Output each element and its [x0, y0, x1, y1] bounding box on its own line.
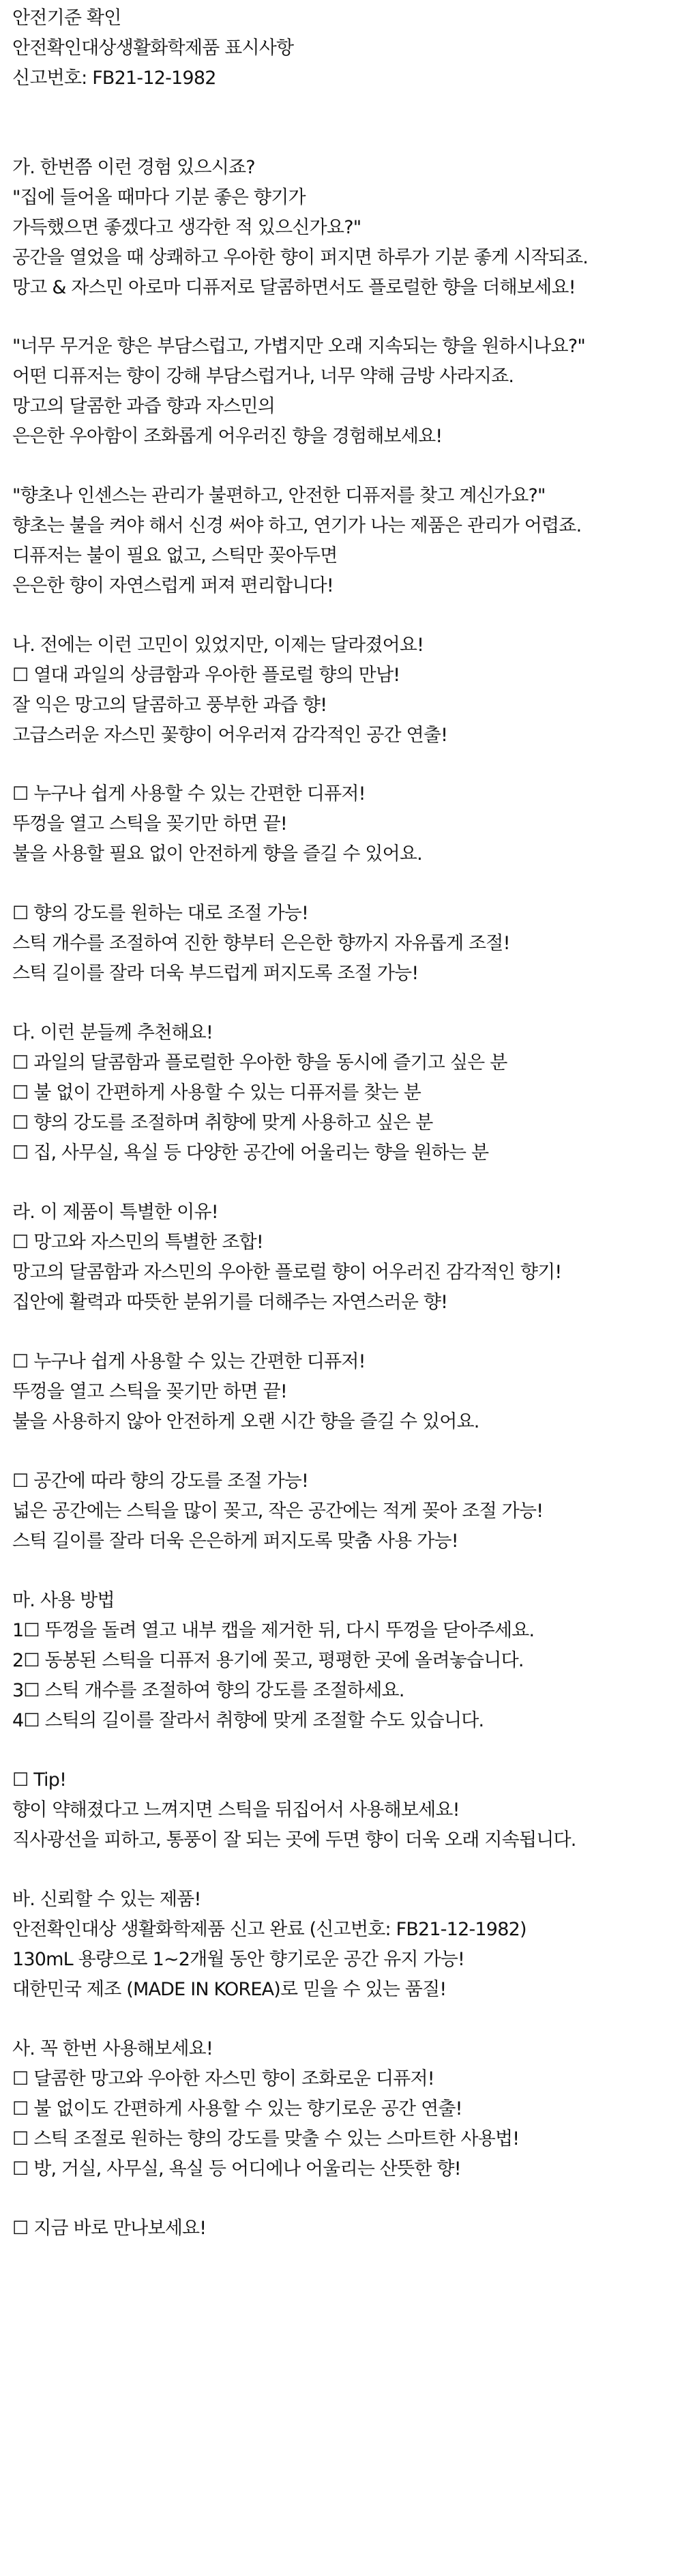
- recommend-item: ☐ 향의 강도를 조절하며 취향에 맞게 사용하고 싶은 분: [12, 1112, 433, 1133]
- section-ga-text: "집에 들어올 때마다 기분 좋은 향기가: [12, 187, 306, 208]
- usage-step: 1☐ 뚜껑을 돌려 열고 내부 캡을 제거한 뒤, 다시 뚜껑을 닫아주세요.: [12, 1620, 535, 1641]
- usage-step: 3☐ 스틱 개수를 조절하여 향의 강도를 조절하세요.: [12, 1680, 404, 1701]
- section-ra-text: ☐ 누구나 쉽게 사용할 수 있는 간편한 디퓨저!: [12, 1351, 366, 1372]
- section-ra-text: 넓은 공간에는 스틱을 많이 꽂고, 작은 공간에는 적게 꽂아 조절 가능!: [12, 1501, 544, 1522]
- section-ra-text: 망고의 달콤함과 자스민의 우아한 플로럴 향이 어우러진 감각적인 향기!: [12, 1262, 562, 1283]
- section-ba-heading: 바. 신뢰할 수 있는 제품!: [12, 1889, 201, 1910]
- trust-text: 대한민국 제조 (MADE IN KOREA)로 믿을 수 있는 품질!: [12, 1979, 447, 2000]
- section-na-text: ☐ 누구나 쉽게 사용할 수 있는 간편한 디퓨저!: [12, 783, 366, 805]
- section-ra-text: ☐ 공간에 따라 향의 강도를 조절 가능!: [12, 1471, 309, 1492]
- safety-label-subtitle: 안전확인대상생활화학제품 표시사항: [12, 38, 294, 59]
- section-ga-text: 어떤 디퓨저는 향이 강해 부담스럽거나, 너무 약해 금방 사라지죠.: [12, 366, 514, 387]
- section-na-heading: 나. 전에는 이런 고민이 있었지만, 이제는 달라졌어요!: [12, 635, 424, 656]
- section-ga-text: 은은한 우아함이 조화롭게 어우러진 향을 경험해보세요!: [12, 426, 443, 447]
- section-ga-text: 공간을 열었을 때 상쾌하고 우아한 향이 퍼지면 하루가 기분 좋게 시작되죠.: [12, 247, 589, 268]
- section-na-text: 불을 사용할 필요 없이 안전하게 향을 즐길 수 있어요.: [12, 843, 422, 865]
- section-na-text: 뚜껑을 열고 스틱을 꽂기만 하면 끝!: [12, 813, 287, 835]
- closing-text: ☐ 지금 바로 만나보세요!: [12, 2218, 207, 2239]
- try-item: ☐ 달콤한 망고와 우아한 자스민 향이 조화로운 디퓨저!: [12, 2068, 434, 2089]
- usage-step: 2☐ 동봉된 스틱을 디퓨저 용기에 꽂고, 평평한 곳에 올려놓습니다.: [12, 1650, 524, 1671]
- recommend-item: ☐ 불 없이 간편하게 사용할 수 있는 디퓨저를 찾는 분: [12, 1082, 421, 1103]
- section-sa-heading: 사. 꼭 한번 사용해보세요!: [12, 2038, 213, 2059]
- section-ga-text: 디퓨저는 불이 필요 없고, 스틱만 꽂아두면: [12, 545, 338, 566]
- section-ga-text: 은은한 향이 자연스럽게 퍼져 편리합니다!: [12, 575, 333, 596]
- section-ra-text: 집안에 활력과 따뜻한 분위기를 더해주는 자연스러운 향!: [12, 1292, 448, 1313]
- try-item: ☐ 스틱 조절로 원하는 향의 강도를 맞출 수 있는 스마트한 사용법!: [12, 2128, 520, 2150]
- section-na-text: 고급스러운 자스민 꽃향이 어우러져 감각적인 공간 연출!: [12, 725, 448, 746]
- tip-text: 향이 약해졌다고 느껴지면 스틱을 뒤집어서 사용해보세요!: [12, 1799, 460, 1821]
- try-item: ☐ 방, 거실, 사무실, 욕실 등 어디에나 어울리는 산뜻한 향!: [12, 2158, 461, 2180]
- section-ga-text: "너무 무거운 향은 부담스럽고, 가볍지만 오래 지속되는 향을 원하시나요?": [12, 336, 585, 357]
- section-na-text: 스틱 개수를 조절하여 진한 향부터 은은한 향까지 자유롭게 조절!: [12, 933, 510, 954]
- section-ma-heading: 마. 사용 방법: [12, 1590, 115, 1611]
- section-ga-text: 망고의 달콤한 과즙 향과 자스민의: [12, 396, 276, 417]
- section-ra-text: ☐ 망고와 자스민의 특별한 조합!: [12, 1232, 263, 1253]
- section-ga-text: "향초나 인센스는 관리가 불편하고, 안전한 디퓨저를 찾고 계신가요?": [12, 485, 546, 506]
- section-ra-heading: 라. 이 제품이 특별한 이유!: [12, 1202, 218, 1223]
- section-ra-text: 스틱 길이를 잘라 더욱 은은하게 퍼지도록 맞춤 사용 가능!: [12, 1531, 458, 1552]
- report-number: 신고번호: FB21-12-1982: [12, 68, 216, 89]
- tip-text: 직사광선을 피하고, 통풍이 잘 되는 곳에 두면 향이 더욱 오래 지속됩니다.: [12, 1829, 576, 1851]
- recommend-item: ☐ 과일의 달콤함과 플로럴한 우아한 향을 동시에 즐기고 싶은 분: [12, 1052, 507, 1073]
- section-ga-text: 향초는 불을 켜야 해서 신경 써야 하고, 연기가 나는 제품은 관리가 어렵죠.: [12, 515, 582, 536]
- section-na-text: ☐ 향의 강도를 원하는 대로 조절 가능!: [12, 903, 309, 924]
- section-na-text: 스틱 길이를 잘라 더욱 부드럽게 퍼지도록 조절 가능!: [12, 963, 419, 984]
- recommend-item: ☐ 집, 사무실, 욕실 등 다양한 공간에 어울리는 향을 원하는 분: [12, 1142, 489, 1163]
- section-da-heading: 다. 이런 분들께 추천해요!: [12, 1022, 213, 1043]
- usage-step: 4☐ 스틱의 길이를 잘라서 취향에 맞게 조절할 수도 있습니다.: [12, 1710, 484, 1731]
- tip-heading: ☐ Tip!: [12, 1769, 67, 1791]
- section-na-text: 잘 익은 망고의 달콤하고 풍부한 과즙 향!: [12, 695, 327, 716]
- safety-check-title: 안전기준 확인: [12, 8, 121, 29]
- trust-text: 안전확인대상 생활화학제품 신고 완료 (신고번호: FB21-12-1982): [12, 1919, 527, 1940]
- section-ra-text: 뚜껑을 열고 스틱을 꽂기만 하면 끝!: [12, 1381, 287, 1402]
- section-ga-text: 가득했으면 좋겠다고 생각한 적 있으신가요?": [12, 217, 361, 238]
- trust-text: 130mL 용량으로 1~2개월 동안 향기로운 공간 유지 가능!: [12, 1949, 465, 1970]
- section-na-text: ☐ 열대 과일의 상큼함과 우아한 플로럴 향의 만남!: [12, 665, 400, 686]
- try-item: ☐ 불 없이도 간편하게 사용할 수 있는 향기로운 공간 연출!: [12, 2098, 462, 2119]
- section-ga-heading: 가. 한번쯤 이런 경험 있으시죠?: [12, 157, 255, 178]
- section-ra-text: 불을 사용하지 않아 안전하게 오랜 시간 향을 즐길 수 있어요.: [12, 1411, 479, 1432]
- section-ga-text: 망고 & 자스민 아로마 디퓨저로 달콤하면서도 플로럴한 향을 더해보세요!: [12, 277, 576, 298]
